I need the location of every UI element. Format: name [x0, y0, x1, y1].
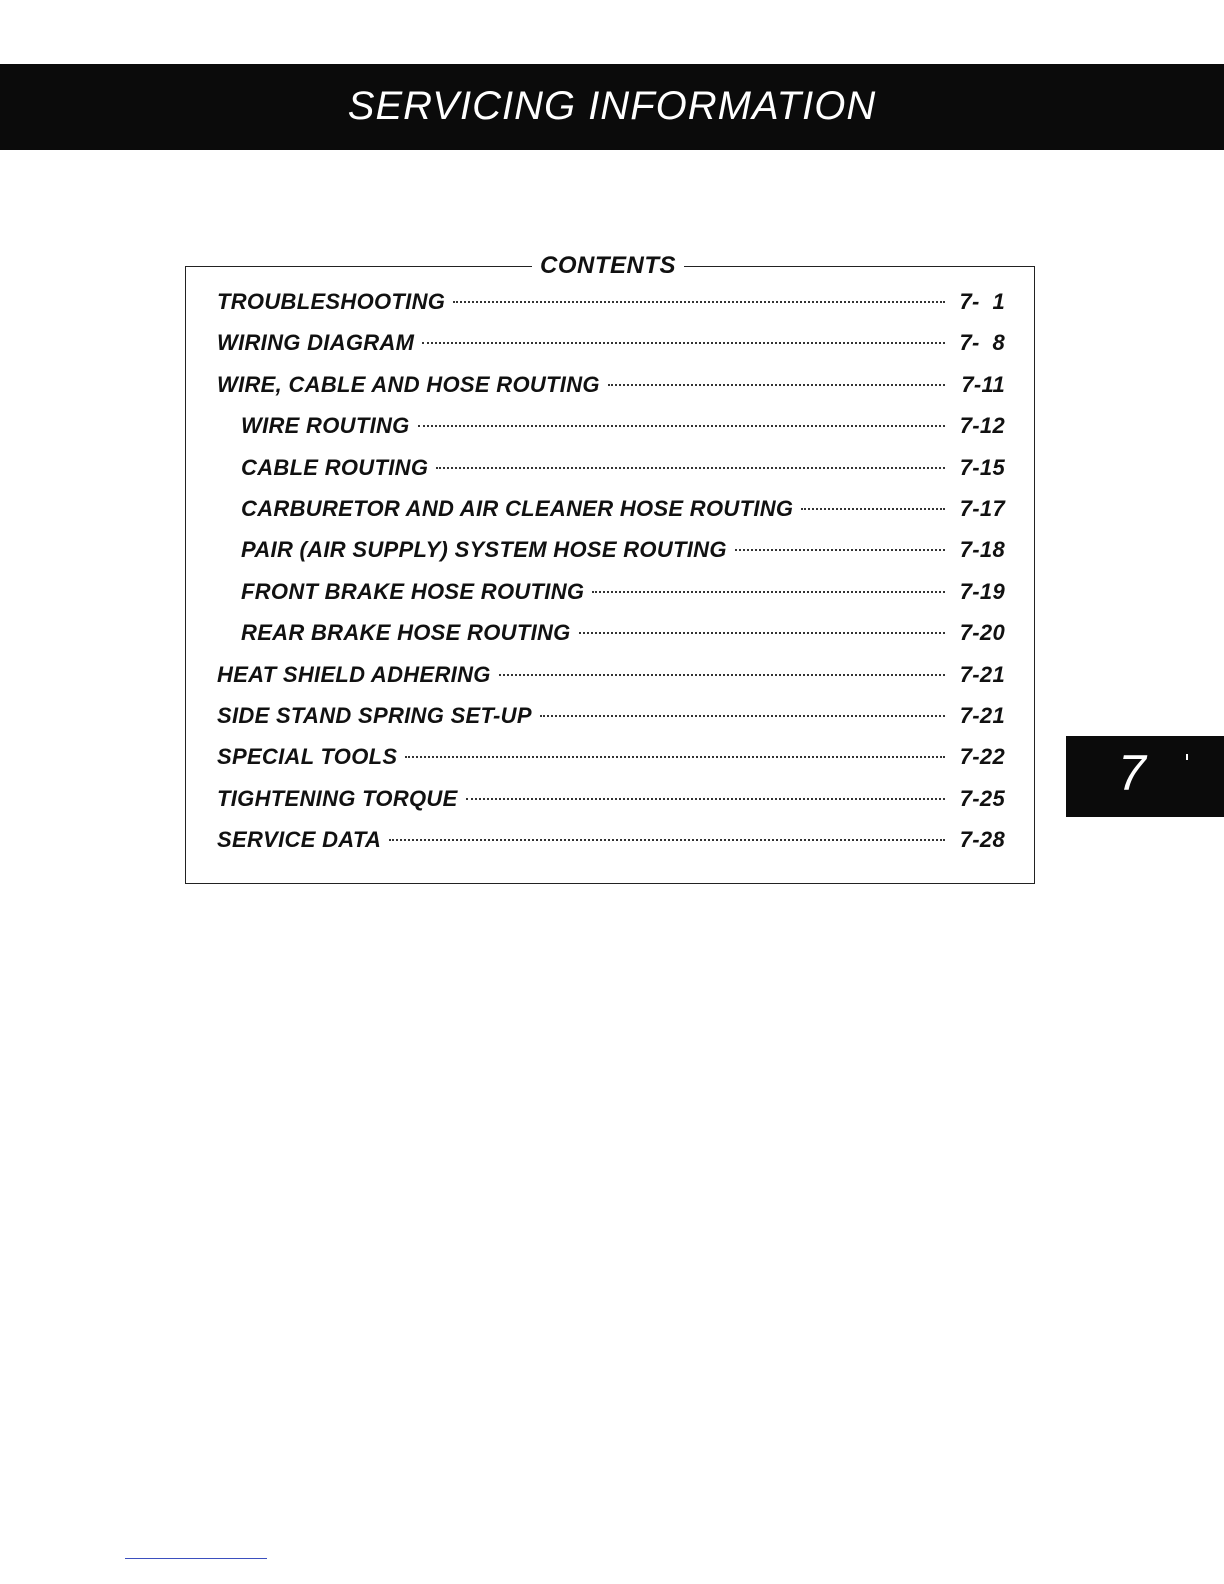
- toc-entry-page: 7-19: [959, 578, 1005, 604]
- toc-entry-page: 7-25: [959, 785, 1005, 811]
- toc-entry-page: 7-17: [959, 495, 1005, 521]
- toc-entry-page: 7-21: [959, 661, 1005, 687]
- chapter-number: 7: [1118, 745, 1146, 801]
- toc-entry[interactable]: [217, 413, 1005, 454]
- toc-entry-page: 7-20: [959, 620, 1005, 646]
- toc-entry-label: SIDE STAND SPRING SET-UP: [217, 702, 532, 728]
- toc-entry-label: WIRING DIAGRAM: [217, 330, 415, 356]
- toc-entry[interactable]: [217, 786, 1005, 827]
- toc-dot-leader: [422, 342, 945, 344]
- toc-dot-leader: [499, 674, 945, 676]
- toc-entry[interactable]: [217, 537, 1005, 578]
- toc-dot-leader: [592, 591, 945, 593]
- toc-dot-leader: [405, 756, 945, 758]
- toc-entry[interactable]: [217, 496, 1005, 537]
- toc-entry[interactable]: [217, 703, 1005, 744]
- toc-entry-label: CABLE ROUTING: [241, 454, 429, 480]
- toc-entry-page: 7-12: [959, 413, 1005, 439]
- toc-entry[interactable]: [217, 372, 1005, 413]
- toc-dot-leader: [735, 549, 945, 551]
- toc-entry[interactable]: [217, 289, 1005, 330]
- toc-entry-page: 7-21: [959, 702, 1005, 728]
- toc-dot-leader: [608, 384, 945, 386]
- toc-entry-label: SERVICE DATA: [217, 827, 382, 853]
- chapter-tab: [1066, 736, 1224, 817]
- toc-entry-label: TROUBLESHOOTING: [217, 289, 446, 314]
- contents-heading: CONTENTS: [532, 251, 684, 281]
- chapter-tab-mark: [1186, 754, 1188, 760]
- toc-dot-leader: [389, 839, 945, 841]
- toc-entry-page: 7- 1: [959, 289, 1005, 314]
- toc-dot-leader: [579, 632, 945, 634]
- toc-entry-page: 7-28: [959, 827, 1005, 853]
- toc-entry-page: 7- 8: [959, 330, 1005, 356]
- toc-entry[interactable]: [217, 579, 1005, 620]
- toc-entry-label: HEAT SHIELD ADHERING: [217, 661, 491, 687]
- toc-dot-leader: [453, 301, 945, 303]
- toc-entry-page: 7-11: [961, 371, 1005, 397]
- toc-entry-label: CARBURETOR AND AIR CLEANER HOSE ROUTING: [241, 495, 794, 521]
- toc-dot-leader: [466, 798, 945, 800]
- toc-entry-label: REAR BRAKE HOSE ROUTING: [241, 620, 571, 646]
- toc-dot-leader: [418, 425, 945, 427]
- toc-dot-leader: [540, 715, 945, 717]
- section-banner: [0, 64, 1224, 150]
- toc-entry-label: WIRE ROUTING: [241, 413, 410, 439]
- toc-entry-label: FRONT BRAKE HOSE ROUTING: [241, 578, 585, 604]
- table-of-contents: [217, 289, 1005, 868]
- footer-rule: [125, 1558, 267, 1559]
- toc-entry[interactable]: [217, 455, 1005, 496]
- toc-entry-label: WIRE, CABLE AND HOSE ROUTING: [217, 371, 600, 397]
- toc-dot-leader: [801, 508, 945, 510]
- toc-entry-page: 7-22: [959, 744, 1005, 770]
- toc-dot-leader: [436, 467, 945, 469]
- toc-entry-page: 7-15: [959, 454, 1005, 480]
- toc-entry[interactable]: [217, 744, 1005, 785]
- toc-entry-label: PAIR (AIR SUPPLY) SYSTEM HOSE ROUTING: [241, 537, 727, 563]
- toc-entry-page: 7-18: [959, 537, 1005, 563]
- toc-entry-label: TIGHTENING TORQUE: [217, 785, 458, 811]
- toc-entry[interactable]: [217, 330, 1005, 371]
- toc-entry[interactable]: [217, 827, 1005, 868]
- section-title: SERVICING INFORMATION: [347, 84, 877, 128]
- toc-entry-label: SPECIAL TOOLS: [217, 744, 398, 770]
- toc-entry[interactable]: [217, 620, 1005, 661]
- toc-entry[interactable]: [217, 662, 1005, 703]
